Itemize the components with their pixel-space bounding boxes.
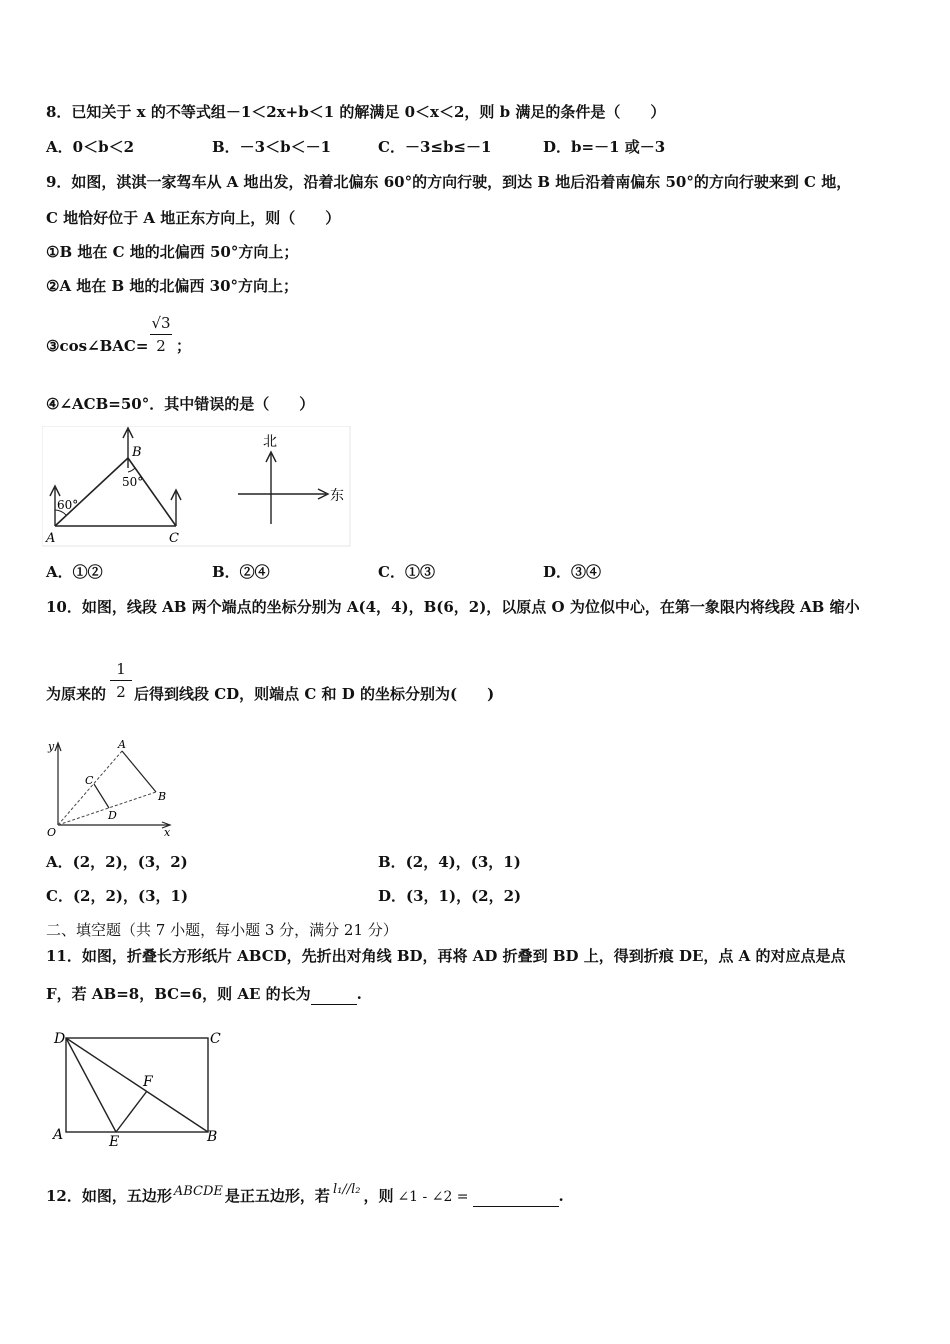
q10-option-d: D．(3，1)，(2，2) (378, 887, 522, 905)
q10-fraction (110, 660, 132, 701)
q10-stem-line1: 10．如图，线段 AB 两个端点的坐标分别为 A(4，4)，B(6，2)，以原点 O 为位似中心，在第一象限内将线段 AB 缩小 (46, 598, 860, 616)
label-b: B (207, 1129, 218, 1145)
q12-parallel: l₁//l₂ (332, 1182, 361, 1197)
q9-cos-numerator: √3 (151, 314, 171, 332)
q12-answer-blank[interactable] (473, 1186, 559, 1207)
q9-statement-3-suffix: ； (176, 337, 192, 355)
angle-arc-b (128, 468, 135, 472)
q12-expression: ∠1 - ∠2 = (397, 1189, 469, 1205)
label-y: y (48, 740, 55, 753)
q11-stem-line2-text: F，若 AB=8，BC=6，则 AE 的长为 (46, 985, 311, 1003)
label-c: C (169, 531, 179, 546)
q10-fraction-denominator: 2 (116, 683, 126, 701)
q9-stem-line1: 9．如图，淇淇一家驾车从 A 地出发，沿着北偏东 60°的方向行驶，到达 B 地后沿着南偏东 50°的方向行驶来到 C 地， (46, 173, 852, 191)
label-d: D (54, 1031, 66, 1047)
q9-option-d: D．③④ (543, 563, 602, 581)
q11-stem-line2 (46, 984, 362, 1005)
q10-option-a: A．(2，2)，(3，2) (46, 853, 188, 871)
fraction-bar (110, 680, 132, 681)
q9-option-c: C．①③ (378, 563, 435, 581)
label-b: B (132, 445, 142, 460)
q12-after: ，则 (363, 1187, 394, 1205)
label-a: A (46, 531, 56, 546)
q9-statement-1: ①B 地在 C 地的北偏西 50°方向上； (46, 243, 299, 261)
q10-stem-line2-suffix: 后得到线段 CD，则端点 C 和 D 的坐标分别为( ) (134, 685, 495, 703)
q10-figure (42, 737, 182, 839)
q11-stem-line2-end: . (356, 985, 362, 1003)
q9-option-b: B．②④ (212, 563, 270, 581)
label-d: D (108, 809, 117, 822)
angle-label-50: 50° (122, 475, 144, 489)
label-a: A (118, 738, 126, 751)
segment-ab (55, 458, 128, 526)
q11-answer-blank[interactable] (311, 984, 357, 1005)
label-e: E (109, 1134, 120, 1148)
q9-statement-2: ②A 地在 B 地的北偏西 30°方向上； (46, 277, 299, 295)
q12-pentagon-name: ABCDE (173, 1184, 223, 1199)
compass-east-label: 东 (330, 488, 344, 504)
q9-statement-4: ④∠ACB=50°．其中错误的是（ ） (46, 395, 315, 413)
label-b: B (158, 790, 167, 803)
q8-option-a: A．0＜b＜2 (46, 138, 135, 156)
section-2-title: 二、填空题（共 7 小题，每小题 3 分，满分 21 分） (46, 921, 398, 939)
q8-option-c: C．－3≤b≤－1 (378, 138, 492, 156)
q10-option-c: C．(2，2)，(3，1) (46, 887, 189, 905)
segment-ef (116, 1091, 147, 1132)
q12-stem (46, 1182, 564, 1208)
label-a: A (53, 1127, 64, 1143)
q11-stem-line1: 11．如图，折叠长方形纸片 ABCD，先折出对角线 BD，再将 AD 折叠到 BD 上，得到折痕 DE，点 A 的对应点是点 (46, 947, 846, 965)
q9-statement-3-prefix: ③cos∠BAC= (46, 337, 149, 355)
q9-figure (42, 426, 352, 548)
figure-border (42, 426, 350, 546)
label-f: F (143, 1074, 153, 1090)
q8-option-b: B．－3＜b＜－1 (212, 138, 332, 156)
angle-label-60: 60° (57, 498, 79, 512)
label-c: C (85, 774, 94, 787)
q9-option-a: A．①② (46, 563, 103, 581)
q10-stem-line2-prefix: 为原来的 (46, 685, 107, 703)
q12-end: . (558, 1187, 564, 1205)
segment-cd (94, 784, 109, 808)
q8-option-d: D．b=－1 或－3 (543, 138, 666, 156)
q9-stem-line2: C 地恰好位于 A 地正东方向上，则（ ） (46, 209, 341, 227)
segment-ab (122, 751, 156, 792)
q12-middle: 是正五边形，若 (224, 1187, 330, 1205)
label-c: C (210, 1031, 221, 1047)
fold-de (66, 1038, 116, 1132)
compass-north-label: 北 (263, 434, 277, 450)
q11-figure (48, 1026, 238, 1148)
q10-option-b: B．(2，4)，(3，1) (378, 853, 521, 871)
label-x: x (164, 826, 171, 839)
q9-cos-denominator: 2 (156, 337, 166, 355)
label-o: O (47, 826, 57, 839)
q10-fraction-numerator: 1 (116, 660, 126, 678)
fraction-bar (150, 334, 172, 335)
q12-prefix: 12．如图，五边形 (46, 1187, 172, 1205)
q8-stem: 8．已知关于 x 的不等式组－1＜2x+b＜1 的解满足 0＜x＜2，则 b 满足的条件是（ ） (46, 103, 666, 121)
q9-cos-fraction (150, 314, 172, 355)
diagonal-bd (66, 1038, 208, 1132)
